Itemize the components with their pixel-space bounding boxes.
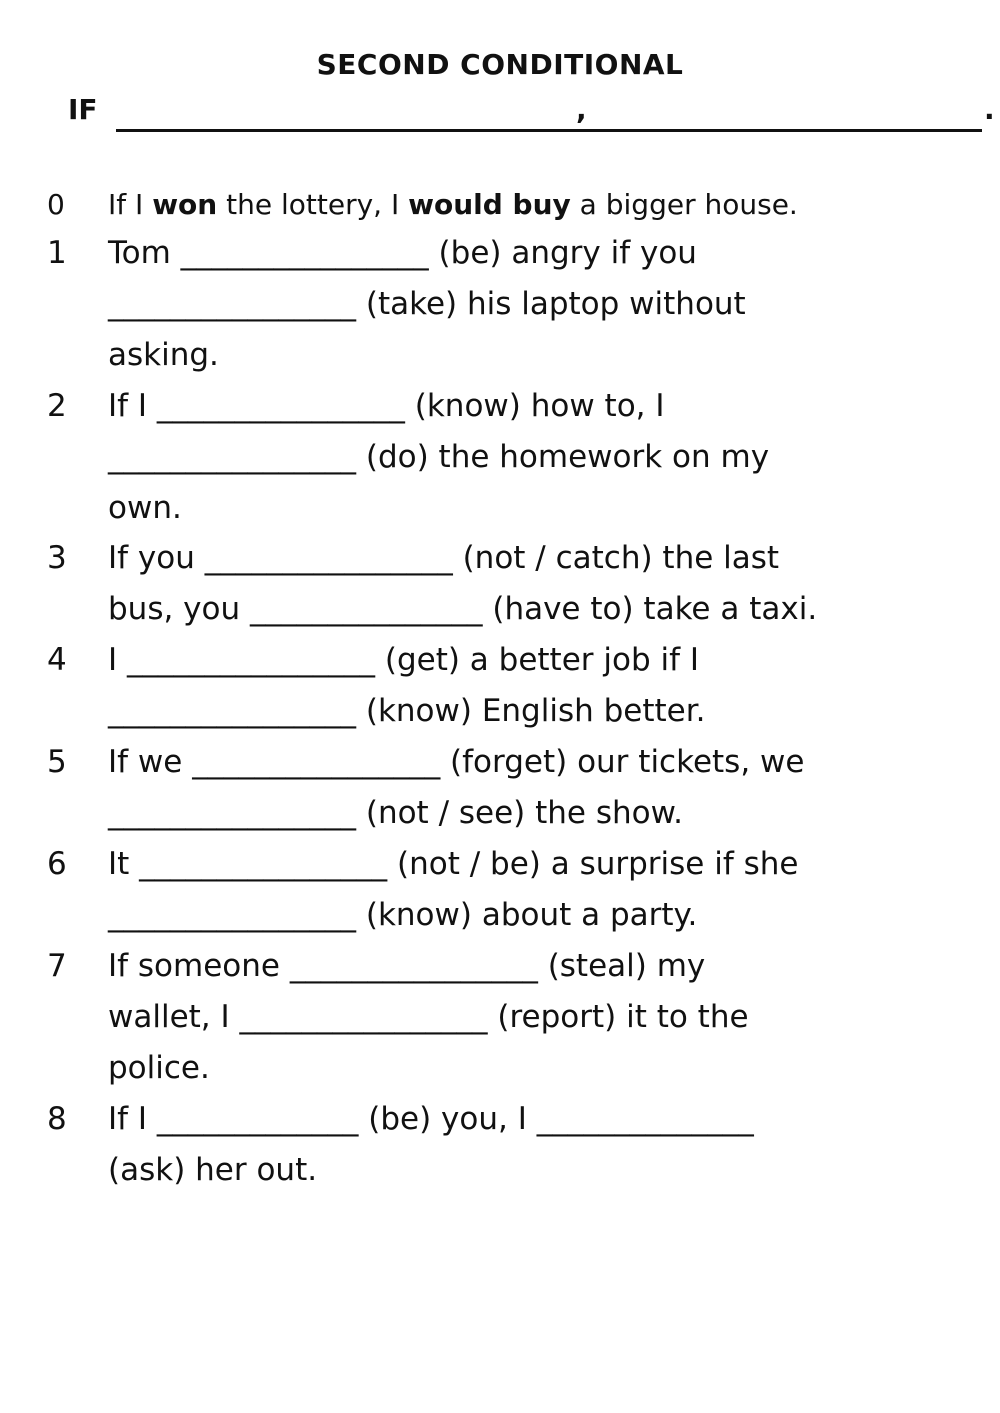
item-number: 1 [47, 235, 67, 271]
exercise-item-3-cont [0, 587, 1000, 631]
formula-blank-condition [116, 129, 568, 132]
exercise-item-2-cont [0, 435, 1000, 479]
item-line: If someone ________________ (steal) my [108, 948, 706, 984]
formula-blank-result [532, 129, 982, 132]
item-number: 4 [47, 642, 67, 678]
item-number: 8 [47, 1101, 67, 1137]
item-number: 0 [47, 188, 65, 221]
item-number: 7 [47, 948, 67, 984]
item-number: 3 [47, 540, 67, 576]
exercise-item-7-cont [0, 1046, 1000, 1090]
item-line: ________________ (do) the homework on my [108, 439, 770, 475]
item-line: Tom ________________ (be) angry if you [108, 235, 697, 271]
formula-if: IF [68, 93, 98, 126]
example-text: the lottery, I [217, 188, 409, 221]
item-number: 6 [47, 846, 67, 882]
item-line: ________________ (know) English better. [108, 693, 706, 729]
formula-period: . [984, 93, 995, 126]
exercise-item-8-cont [0, 1148, 1000, 1192]
item-line: If you ________________ (not / catch) the last [108, 540, 780, 576]
example-text: a bigger house. [570, 188, 798, 221]
example-sentence [108, 183, 798, 227]
item-line: I ________________ (get) a better job if I [108, 642, 700, 678]
exercise-item-4 [0, 638, 1000, 682]
item-line: ________________ (take) his laptop without [108, 286, 746, 322]
formula-pattern [68, 93, 995, 133]
exercise-item-1-cont [0, 282, 1000, 326]
item-line: If I ________________ (know) how to, I [108, 388, 665, 424]
item-line: police. [108, 1050, 210, 1086]
example-item [0, 183, 1000, 227]
item-line: bus, you _______________ (have to) take a taxi. [108, 591, 818, 627]
exercise-item-5 [0, 740, 1000, 784]
exercise-item-1 [0, 231, 1000, 275]
item-line: own. [108, 490, 182, 526]
example-text: If I [108, 188, 153, 221]
example-bold-verb: would buy [408, 188, 571, 221]
exercise-item-7-cont [0, 995, 1000, 1039]
exercise-item-2-cont [0, 486, 1000, 530]
item-number: 2 [47, 388, 67, 424]
item-line: asking. [108, 337, 219, 373]
item-line: If I _____________ (be) you, I ______________ [108, 1101, 754, 1137]
item-line: wallet, I ________________ (report) it to the [108, 999, 749, 1035]
example-bold-verb: won [152, 188, 218, 221]
formula-comma: , [576, 93, 587, 126]
exercise-item-7 [0, 944, 1000, 988]
worksheet-title: SECOND CONDITIONAL [316, 48, 684, 81]
item-line: If we ________________ (forget) our tickets, we [108, 744, 805, 780]
exercise-item-2 [0, 384, 1000, 428]
exercise-item-4-cont [0, 689, 1000, 733]
exercise-item-3 [0, 536, 1000, 580]
exercise-item-6 [0, 842, 1000, 886]
item-number: 5 [47, 744, 67, 780]
exercise-item-6-cont [0, 893, 1000, 937]
item-line: ________________ (know) about a party. [108, 897, 698, 933]
item-line: ________________ (not / see) the show. [108, 795, 683, 831]
item-line: It ________________ (not / be) a surprise if she [108, 846, 799, 882]
exercise-item-1-cont [0, 333, 1000, 377]
exercise-item-5-cont [0, 791, 1000, 835]
exercise-item-8 [0, 1097, 1000, 1141]
item-line: (ask) her out. [108, 1152, 318, 1188]
